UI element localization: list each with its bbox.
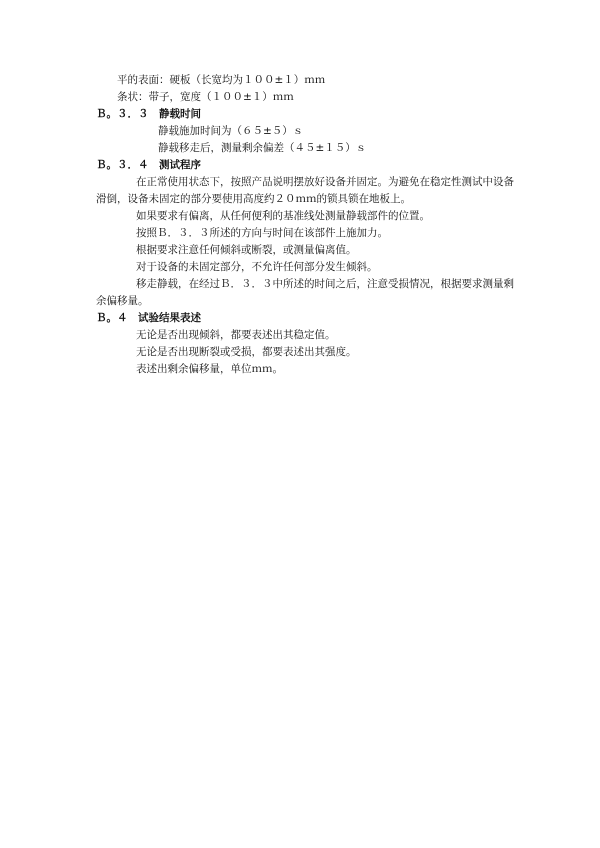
section-heading: Ｂ。３．３ 静载时间: [96, 108, 201, 120]
text-line: 移走静载，在经过Ｂ．３．３中所述的时间之后，注意受损情况，根据要求测量剩: [136, 278, 514, 290]
text-line: 静载移走后，测量剩余偏差（４５±１５）ｓ: [158, 142, 367, 154]
text-line: 无论是否出现倾斜，都要表述出其稳定值。: [136, 329, 336, 341]
text-line: 静载施加时间为（６５±５）ｓ: [158, 125, 304, 137]
text-line: 余偏移量。: [96, 295, 149, 307]
text-line: 滑倒，设备未固定的部分要使用高度约２０ｍｍ的锁具锁在地板上。: [96, 193, 411, 205]
text-line: 在正常使用状态下，按照产品说明摆放好设备并固定。为避免在稳定性测试中设备: [136, 176, 514, 188]
section-heading: Ｂ。３．４ 测试程序: [96, 159, 201, 171]
text-line: 如果要求有偏离，从任何便利的基准线处测量静载部件的位置。: [136, 210, 430, 222]
text-line: 根据要求注意任何倾斜或断裂，或测量偏离值。: [136, 244, 357, 256]
text-line: 平的表面：硬板（长宽均为１００±１）ｍｍ: [117, 74, 326, 86]
text-line: 无论是否出现断裂或受损，都要表述出其强度。: [136, 346, 357, 358]
text-line: 表述出剩余偏移量，单位ｍｍ。: [136, 363, 283, 375]
text-line: 条状：带子，宽度（１００±１）ｍｍ: [117, 91, 294, 103]
text-line: 对于设备的未固定部分，不允许任何部分发生倾斜。: [136, 261, 378, 273]
text-line: 按照Ｂ．３．３所述的方向与时间在该部件上施加力。: [136, 227, 388, 239]
section-heading: Ｂ。４ 试验结果表述: [96, 312, 201, 324]
